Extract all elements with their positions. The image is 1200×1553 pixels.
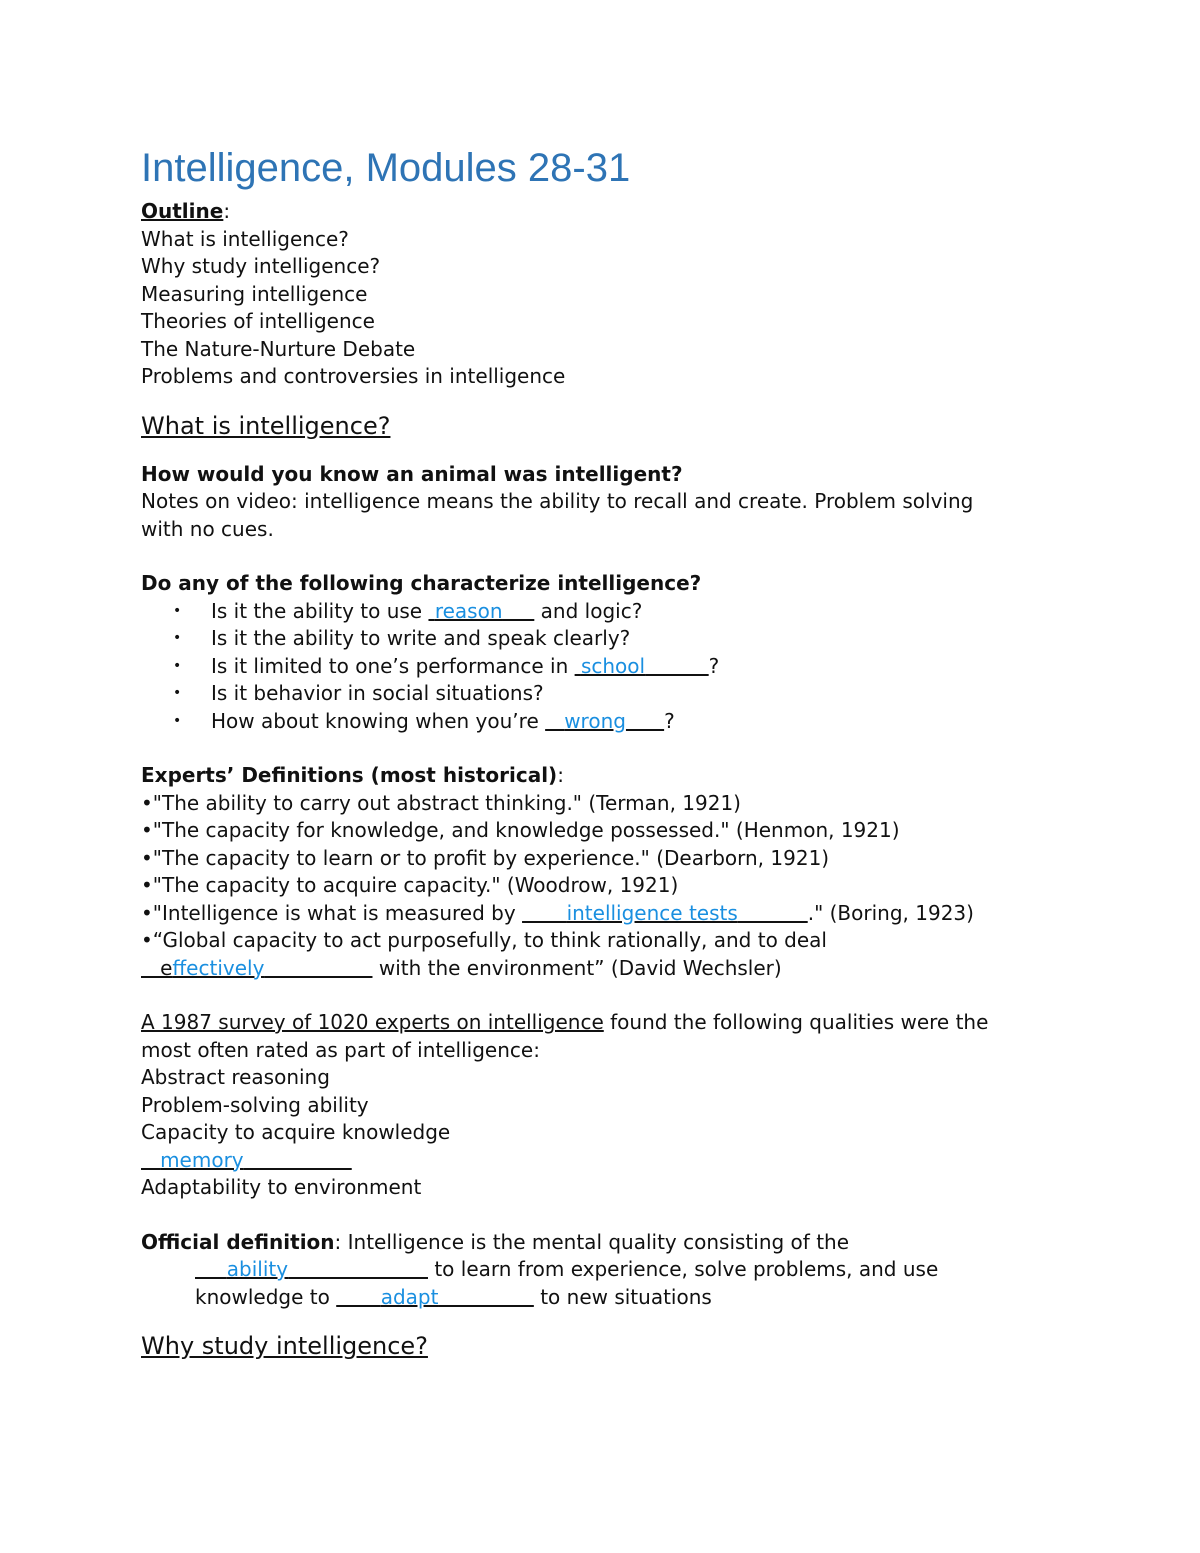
- survey-quality: Abstract reasoning: [141, 1065, 330, 1089]
- answer-text: school: [580, 653, 646, 678]
- outline-item: Problems and controversies in intelligence: [141, 364, 566, 388]
- outline-item: Theories of intelligence: [141, 309, 375, 333]
- survey-intro-line: most often rated as part of intelligence:: [141, 1037, 540, 1062]
- answer-text: intelligence tests: [566, 900, 738, 925]
- characterize-list: [141, 598, 1071, 736]
- survey-quality: Adaptability to environment: [141, 1175, 422, 1199]
- fill-in-blank: [575, 654, 709, 678]
- outline-item: Why study intelligence?: [141, 254, 381, 278]
- definition-item: •"The ability to carry out abstract thinking." (Terman, 1921): [141, 790, 741, 815]
- outline-item: Measuring intelligence: [141, 281, 368, 306]
- list-item: • Is it behavior in social situations?: [173, 680, 1071, 708]
- survey-quality: Problem-solving ability: [141, 1092, 369, 1117]
- document-title: Intelligence, Modules 28-31: [141, 146, 631, 190]
- survey-intro-line: A 1987 survey of 1020 experts on intelligence found the following qualities were the: [141, 1010, 989, 1034]
- official-definition-line: Official definition: Intelligence is the mental quality consisting of the: [141, 1229, 850, 1254]
- answer-text: wrong: [564, 708, 626, 733]
- survey-quality: Capacity to acquire knowledge: [141, 1120, 451, 1144]
- definition-item-continued: effectively with the environment” (David Wechsler): [141, 955, 782, 980]
- document-page: [141, 140, 1071, 1365]
- answer-text: reason: [434, 598, 503, 623]
- definition-item: •"The capacity for knowledge, and knowledge possessed." (Henmon, 1921): [141, 818, 900, 842]
- fill-in-blank: [522, 901, 808, 925]
- definition-item: •"Intelligence is what is measured by intelligence tests ." (Boring, 1923): [141, 900, 974, 925]
- section-heading-what-is-intelligence: What is intelligence?: [141, 411, 391, 440]
- fill-in-blank: [545, 709, 664, 733]
- video-notes-line: with no cues.: [141, 516, 274, 541]
- answer-text: memory: [160, 1147, 244, 1172]
- fill-in-blank: [336, 1285, 534, 1309]
- question-animal-intelligence: How would you know an animal was intelligent?: [141, 461, 683, 486]
- answer-text: ffectively: [172, 955, 265, 980]
- answer-text: adapt: [380, 1284, 439, 1309]
- fill-in-blank: [141, 1148, 352, 1172]
- definition-item: •"The capacity to learn or to profit by experience." (Dearborn, 1921): [141, 845, 830, 870]
- outline-label-line: [141, 198, 1071, 226]
- outline-item: What is intelligence?: [141, 226, 349, 251]
- section-heading-why-study-intelligence: Why study intelligence?: [141, 1332, 428, 1360]
- official-definition-line: knowledge to adapt to new situations: [195, 1284, 712, 1309]
- fill-in-blank: effectively: [141, 955, 265, 980]
- official-definition-line: ability to learn from experience, solve problems, and use: [141, 1256, 1071, 1284]
- outline-colon: :: [223, 199, 231, 223]
- list-item: • Is it limited to one’s performance in school ?: [173, 653, 1071, 681]
- outline-label: Outline: [141, 199, 224, 223]
- survey-quality: [141, 1147, 1071, 1175]
- video-notes-line: Notes on video: intelligence means the ability to recall and create. Problem solving: [141, 489, 974, 513]
- experts-label-line: Experts’ Definitions (most historical):: [141, 763, 564, 787]
- list-item: • Is it the ability to write and speak clearly?: [173, 625, 1071, 653]
- fill-in-blank: [195, 1257, 428, 1281]
- experts-label: Experts’ Definitions (most historical): [141, 763, 558, 787]
- answer-text: ability: [226, 1257, 289, 1281]
- definition-item: •"The capacity to acquire capacity." (Woodrow, 1921): [141, 873, 679, 897]
- outline-item: The Nature-Nurture Debate: [141, 336, 416, 361]
- fill-in-blank: [428, 599, 534, 623]
- definition-item: •“Global capacity to act purposefully, to think rationally, and to deal: [141, 928, 827, 952]
- survey-citation: A 1987 survey of 1020 experts on intelligence: [141, 1010, 604, 1034]
- list-item: • How about knowing when you’re wrong ?: [173, 708, 1071, 736]
- official-definition-label: Official definition: [141, 1229, 335, 1254]
- question-characterize-intelligence: Do any of the following characterize intelligence?: [141, 571, 702, 595]
- list-item: • Is it the ability to use reason and logic?: [173, 598, 1071, 626]
